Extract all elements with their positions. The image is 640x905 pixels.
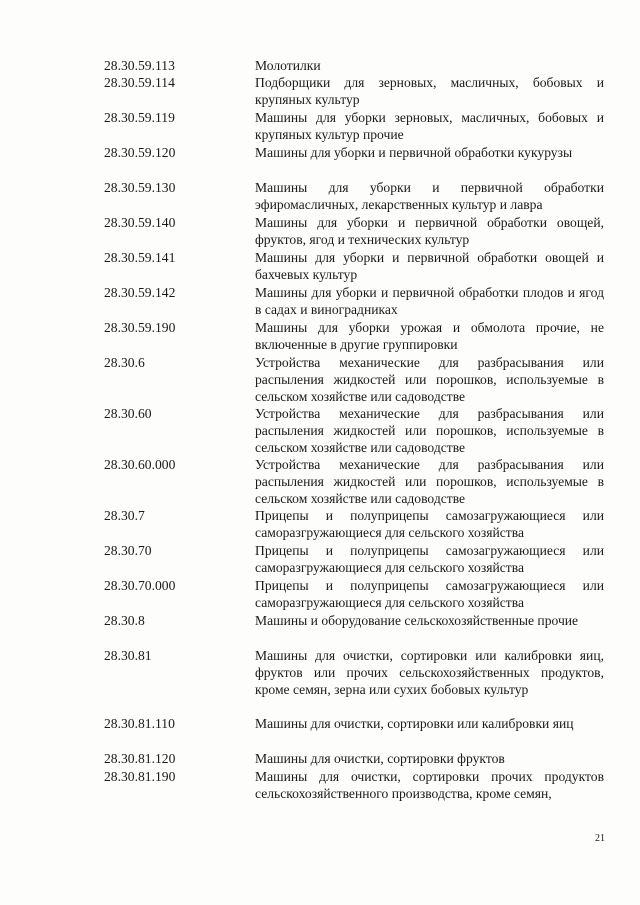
classification-description: Машины для уборки и первичной обработки эфиромасличных, лекарственных культур и лавра: [255, 180, 604, 212]
classification-description: Машины для уборки зерновых, масличных, бобовых и крупяных культур прочие: [255, 110, 604, 142]
classification-code: 28.30.59.120: [104, 145, 176, 160]
classification-description: Машины для очистки, сортировки прочих продуктов сельскохозяйственного производства, кроме семян,: [255, 769, 604, 801]
classification-description: Устройства механические для разбрасывания или распыления жидкостей или порошков, используемые в сельском хозяйстве или садоводстве: [255, 355, 604, 404]
classification-code: 28.30.59.190: [104, 320, 176, 335]
classification-code: 28.30.81.120: [104, 751, 176, 766]
classification-description: Машины для уборки и первичной обработки овощей и бахчевых культур: [255, 250, 604, 282]
classification-code: 28.30.59.130: [104, 180, 176, 195]
classification-code: 28.30.59.119: [104, 110, 175, 125]
classification-description: Прицепы и полуприцепы самозагружающиеся или саморазгружающиеся для сельского хозяйства: [255, 543, 604, 575]
classification-description: Машины для уборки и первичной обработки кукурузы: [255, 145, 573, 160]
classification-description: Устройства механические для разбрасывания или распыления жидкостей или порошков, используемые в сельском хозяйстве или садоводстве: [255, 406, 604, 455]
classification-code: 28.30.59.142: [104, 285, 176, 300]
classification-code: 28.30.70.000: [104, 578, 176, 593]
classification-description: Машины для очистки, сортировки или калибровки яиц: [255, 716, 574, 731]
classification-description: Машины для очистки, сортировки или калибровки яиц, фруктов или прочих сельскохозяйственных продуктов, кроме семян, зерна или сухих бобовых культур: [255, 648, 604, 697]
page-number: 21: [595, 833, 605, 844]
classification-code: 28.30.81.110: [104, 716, 175, 731]
classification-code: 28.30.81.190: [104, 769, 176, 784]
classification-description: Устройства механические для разбрасывания или распыления жидкостей или порошков, используемые в сельском хозяйстве или садоводстве: [255, 457, 604, 506]
classification-code: 28.30.59.140: [104, 215, 176, 230]
classification-description: Машины для уборки урожая и обмолота прочие, не включенные в другие группировки: [255, 320, 604, 352]
classification-code: 28.30.60.000: [104, 457, 176, 472]
classification-code: 28.30.59.114: [104, 75, 175, 90]
classification-code: 28.30.59.113: [104, 58, 175, 73]
classification-code: 28.30.8: [104, 613, 145, 628]
classification-description: Машины для очистки, сортировки фруктов: [255, 751, 505, 766]
classification-code: 28.30.59.141: [104, 250, 176, 265]
classification-description: Прицепы и полуприцепы самозагружающиеся или саморазгружающиеся для сельского хозяйства: [255, 578, 604, 610]
classification-description: Машины для уборки и первичной обработки плодов и ягод в садах и виноградниках: [255, 285, 604, 317]
classification-description: Машины и оборудование сельскохозяйственные прочие: [255, 613, 579, 628]
classification-code: 28.30.60: [104, 406, 152, 421]
classification-code: 28.30.81: [104, 648, 152, 663]
classification-description: Машины для уборки и первичной обработки овощей, фруктов, ягод и технических культур: [255, 215, 604, 247]
classification-code: 28.30.7: [104, 508, 145, 523]
classification-description: Прицепы и полуприцепы самозагружающиеся или саморазгружающиеся для сельского хозяйства: [255, 508, 604, 540]
classification-description: Молотилки: [255, 58, 321, 73]
classification-description: Подборщики для зерновых, масличных, бобовых и крупяных культур: [255, 75, 604, 107]
classification-code: 28.30.70: [104, 543, 152, 558]
classification-code: 28.30.6: [104, 355, 145, 370]
